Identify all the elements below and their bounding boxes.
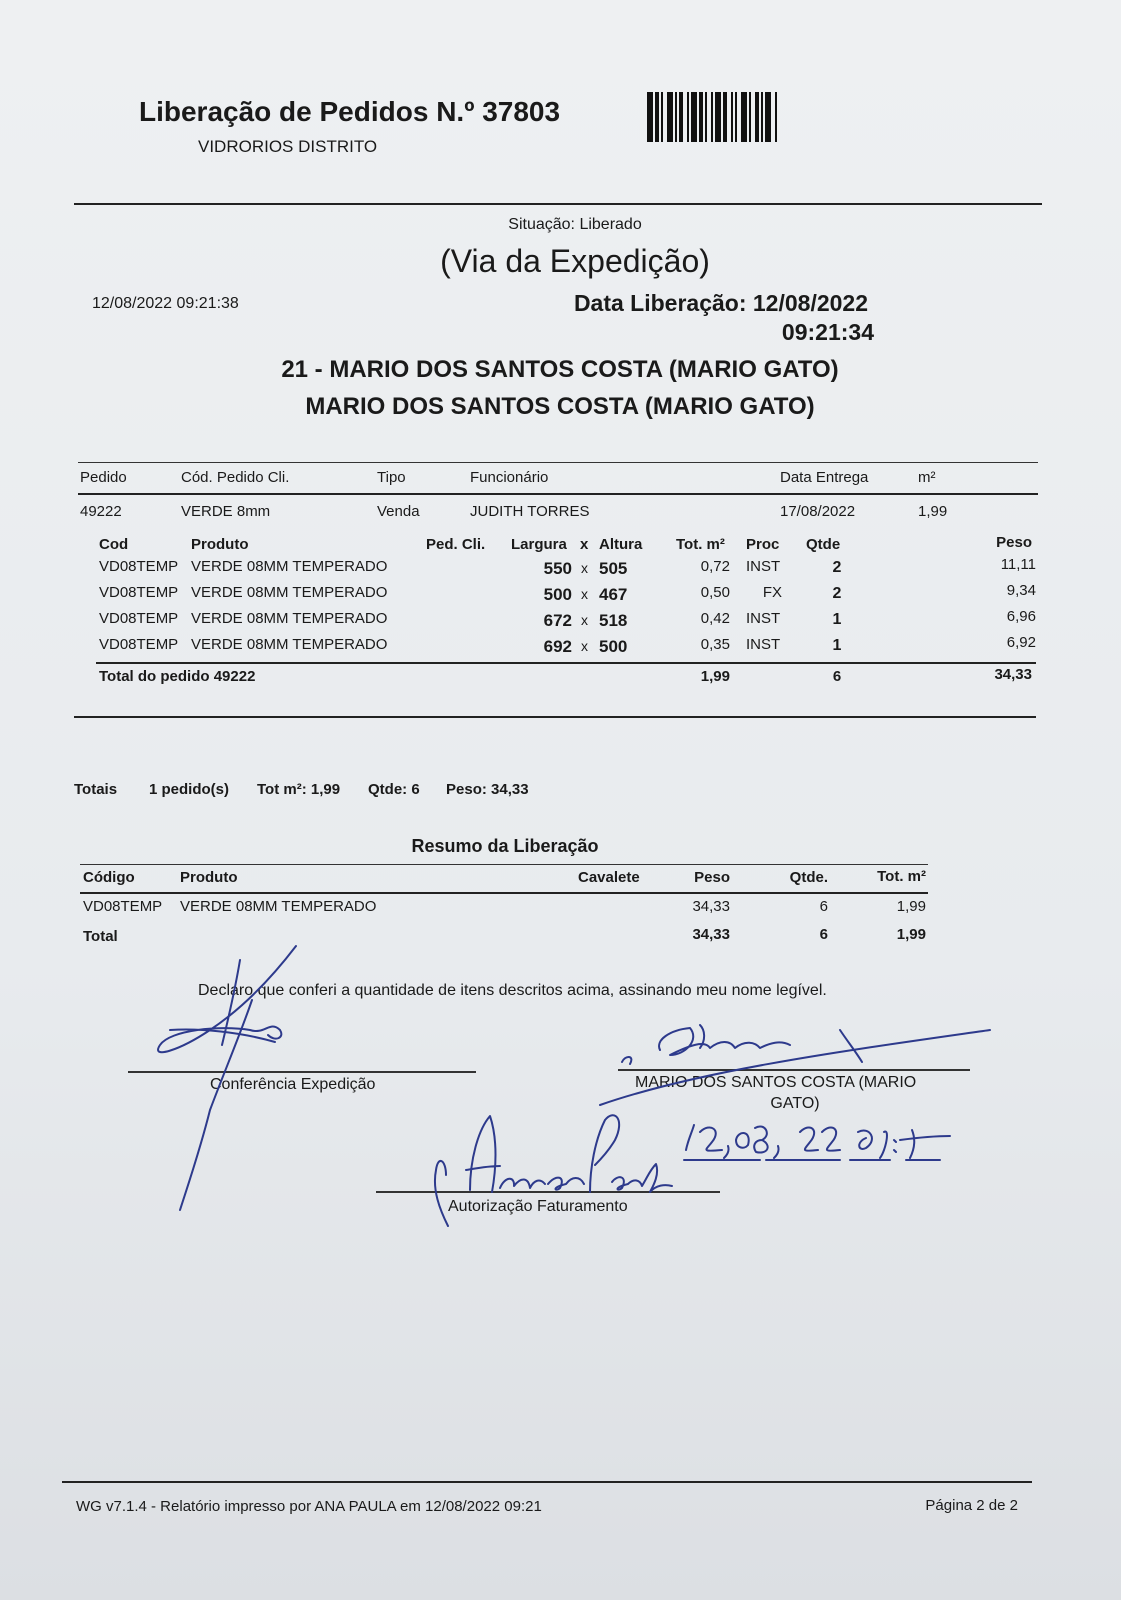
resumo-col-qtde: Qtde. xyxy=(789,869,828,886)
cell-x: x xyxy=(581,586,588,602)
barcode-bar xyxy=(731,92,733,142)
resumo-cell-produto: VERDE 08MM TEMPERADO xyxy=(180,898,377,915)
col-proc: Proc xyxy=(746,536,780,553)
cell-x: x xyxy=(581,560,588,576)
items-total-rule xyxy=(96,662,1036,664)
declaration-text: Declaro que conferi a quantidade de itens descritos acima, assinando meu nome legível. xyxy=(198,982,827,999)
label-cod-pedido-cli: Cód. Pedido Cli. xyxy=(181,469,290,486)
col-qtde: Qtde xyxy=(806,536,841,553)
order-top-rule xyxy=(78,462,1038,463)
resumo-col-cavalete: Cavalete xyxy=(578,869,640,886)
cell-cod: VD08TEMP xyxy=(99,584,179,601)
label-funcionario: Funcionário xyxy=(470,469,549,486)
cell-proc: INST xyxy=(746,558,781,575)
barcode-bar xyxy=(647,92,653,142)
barcode-bar xyxy=(691,92,697,142)
document-title: Liberação de Pedidos N.º 37803 xyxy=(139,96,561,127)
barcode-bar xyxy=(775,92,777,142)
col-largura: Largura xyxy=(511,536,567,553)
cell-x: x xyxy=(581,638,588,654)
col-peso: Peso xyxy=(996,534,1032,551)
client-name-secondary: MARIO DOS SANTOS COSTA (MARIO GATO) xyxy=(305,393,815,420)
cell-tot-m2: 0,42 xyxy=(700,610,730,627)
resumo-cell-codigo: VD08TEMP xyxy=(83,898,163,915)
signature-client xyxy=(600,1025,990,1105)
value-tipo: Venda xyxy=(377,503,420,520)
client-signature-name: MARIO DOS SANTOS COSTA (MARIO xyxy=(635,1074,917,1091)
resumo-header-rule xyxy=(80,892,928,894)
cell-cod: VD08TEMP xyxy=(99,558,179,575)
via-label: (Via da Expedição) xyxy=(440,243,710,279)
cell-qtde: 1 xyxy=(832,637,842,654)
data-liberacao: Data Liberação: 12/08/2022 xyxy=(573,290,868,316)
cell-cod: VD08TEMP xyxy=(99,610,179,627)
cell-proc: FX xyxy=(762,584,782,601)
col-produto: Produto xyxy=(191,536,249,553)
barcode xyxy=(647,92,817,144)
barcode-bar xyxy=(699,92,703,142)
header-rule xyxy=(74,203,1042,205)
resumo-top-rule xyxy=(80,864,928,865)
barcode-bar xyxy=(715,92,721,142)
footer-rule xyxy=(62,1481,1032,1483)
footer-page-number: Página 2 de 2 xyxy=(925,1497,1018,1514)
cell-proc: INST xyxy=(746,636,781,653)
total-pedido-qtde: 6 xyxy=(832,668,842,685)
cell-proc: INST xyxy=(746,610,781,627)
print-timestamp: 12/08/2022 09:21:38 xyxy=(92,295,239,312)
cell-largura: 500 xyxy=(543,585,572,604)
resumo-title: Resumo da Liberação xyxy=(411,836,599,856)
col-ped-cli: Ped. Cli. xyxy=(426,536,486,553)
cell-altura: 500 xyxy=(599,637,628,656)
cell-produto: VERDE 08MM TEMPERADO xyxy=(191,558,388,575)
barcode-bar xyxy=(749,92,751,142)
resumo-total-qtde: 6 xyxy=(819,926,828,943)
cell-altura: 467 xyxy=(599,585,628,604)
total-pedido-peso: 34,33 xyxy=(994,666,1032,683)
col-x: x xyxy=(580,536,589,553)
cell-peso: 11,11 xyxy=(1000,556,1036,573)
conferencia-signature-line xyxy=(128,1071,476,1073)
cell-tot-m2: 0,72 xyxy=(700,558,730,575)
situacao-label: Situação: Liberado xyxy=(508,216,642,233)
cell-produto: VERDE 08MM TEMPERADO xyxy=(191,584,388,601)
col-tot-m2: Tot. m² xyxy=(676,536,725,553)
barcode-bar xyxy=(723,92,727,142)
resumo-total-tot: 1,99 xyxy=(896,926,926,943)
order-header-rule xyxy=(78,493,1038,495)
value-pedido: 49222 xyxy=(80,503,122,520)
col-cod: Cod xyxy=(99,536,129,553)
resumo-total-peso: 34,33 xyxy=(692,926,730,943)
totais-peso: Peso: 34,33 xyxy=(446,781,529,798)
barcode-bar xyxy=(761,92,763,142)
client-name: 21 - MARIO DOS SANTOS COSTA (MARIO GATO) xyxy=(281,356,839,383)
barcode-bar xyxy=(711,92,713,142)
autorizacao-label: Autorização Faturamento xyxy=(448,1198,628,1215)
resumo-total-label: Total xyxy=(83,928,118,945)
cell-produto: VERDE 08MM TEMPERADO xyxy=(191,610,388,627)
resumo-col-peso: Peso xyxy=(694,869,730,886)
cell-tot-m2: 0,50 xyxy=(700,584,730,601)
client-signature-line xyxy=(618,1069,970,1071)
total-pedido-m2: 1,99 xyxy=(700,668,730,685)
barcode-bar xyxy=(655,92,659,142)
barcode-bar xyxy=(661,92,663,142)
resumo-cell-tot: 1,99 xyxy=(896,898,926,915)
cell-peso: 6,96 xyxy=(1006,608,1036,625)
company-name: VIDRORIOS DISTRITO xyxy=(198,137,378,156)
data-liberacao-time: 09:21:34 xyxy=(781,319,874,345)
cell-largura: 692 xyxy=(543,637,572,656)
value-cod-pedido-cli: VERDE 8mm xyxy=(181,503,271,520)
client-signature-name-cont: GATO) xyxy=(770,1095,820,1112)
footer-print-info: WG v7.1.4 - Relatório impresso por ANA PAULA em 12/08/2022 09:21 xyxy=(76,1498,542,1515)
barcode-bar xyxy=(735,92,737,142)
cell-altura: 505 xyxy=(599,559,628,578)
cell-qtde: 1 xyxy=(832,611,842,628)
cell-largura: 672 xyxy=(543,611,572,630)
barcode-bar xyxy=(679,92,683,142)
value-funcionario: JUDITH TORRES xyxy=(470,503,590,520)
label-data-entrega: Data Entrega xyxy=(780,469,869,486)
resumo-col-tot-m2: Tot. m² xyxy=(877,868,926,885)
value-m2: 1,99 xyxy=(918,503,948,520)
label-tipo: Tipo xyxy=(377,469,406,486)
resumo-col-codigo: Código xyxy=(83,869,135,886)
cell-tot-m2: 0,35 xyxy=(700,636,730,653)
items-bottom-rule xyxy=(74,716,1036,718)
cell-qtde: 2 xyxy=(832,559,842,576)
barcode-bar xyxy=(755,92,759,142)
label-m2: m² xyxy=(918,469,936,486)
autorizacao-signature-line xyxy=(376,1191,720,1193)
cell-x: x xyxy=(581,612,588,628)
totais-pedidos: 1 pedido(s) xyxy=(149,781,230,798)
cell-peso: 6,92 xyxy=(1006,634,1036,651)
barcode-bar xyxy=(741,92,747,142)
signature-date xyxy=(684,1125,950,1160)
totais-label: Totais xyxy=(74,781,118,798)
cell-cod: VD08TEMP xyxy=(99,636,179,653)
resumo-cell-qtde: 6 xyxy=(819,898,828,915)
barcode-bar xyxy=(765,92,771,142)
conferencia-label: Conferência Expedição xyxy=(210,1076,376,1093)
totais-tot-m2: Tot m²: 1,99 xyxy=(257,781,341,798)
total-pedido-label: Total do pedido 49222 xyxy=(99,668,256,685)
barcode-bar xyxy=(675,92,677,142)
cell-altura: 518 xyxy=(599,611,628,630)
label-pedido: Pedido xyxy=(80,469,127,486)
value-data-entrega: 17/08/2022 xyxy=(780,503,856,520)
barcode-bar xyxy=(705,92,707,142)
totais-qtde: Qtde: 6 xyxy=(368,781,420,798)
resumo-col-produto: Produto xyxy=(180,869,238,886)
resumo-cell-peso: 34,33 xyxy=(692,898,730,915)
barcode-bar xyxy=(667,92,673,142)
cell-qtde: 2 xyxy=(832,585,842,602)
cell-largura: 550 xyxy=(543,559,572,578)
cell-produto: VERDE 08MM TEMPERADO xyxy=(191,636,388,653)
cell-peso: 9,34 xyxy=(1006,582,1036,599)
barcode-bar xyxy=(687,92,689,142)
col-altura: Altura xyxy=(599,536,643,553)
